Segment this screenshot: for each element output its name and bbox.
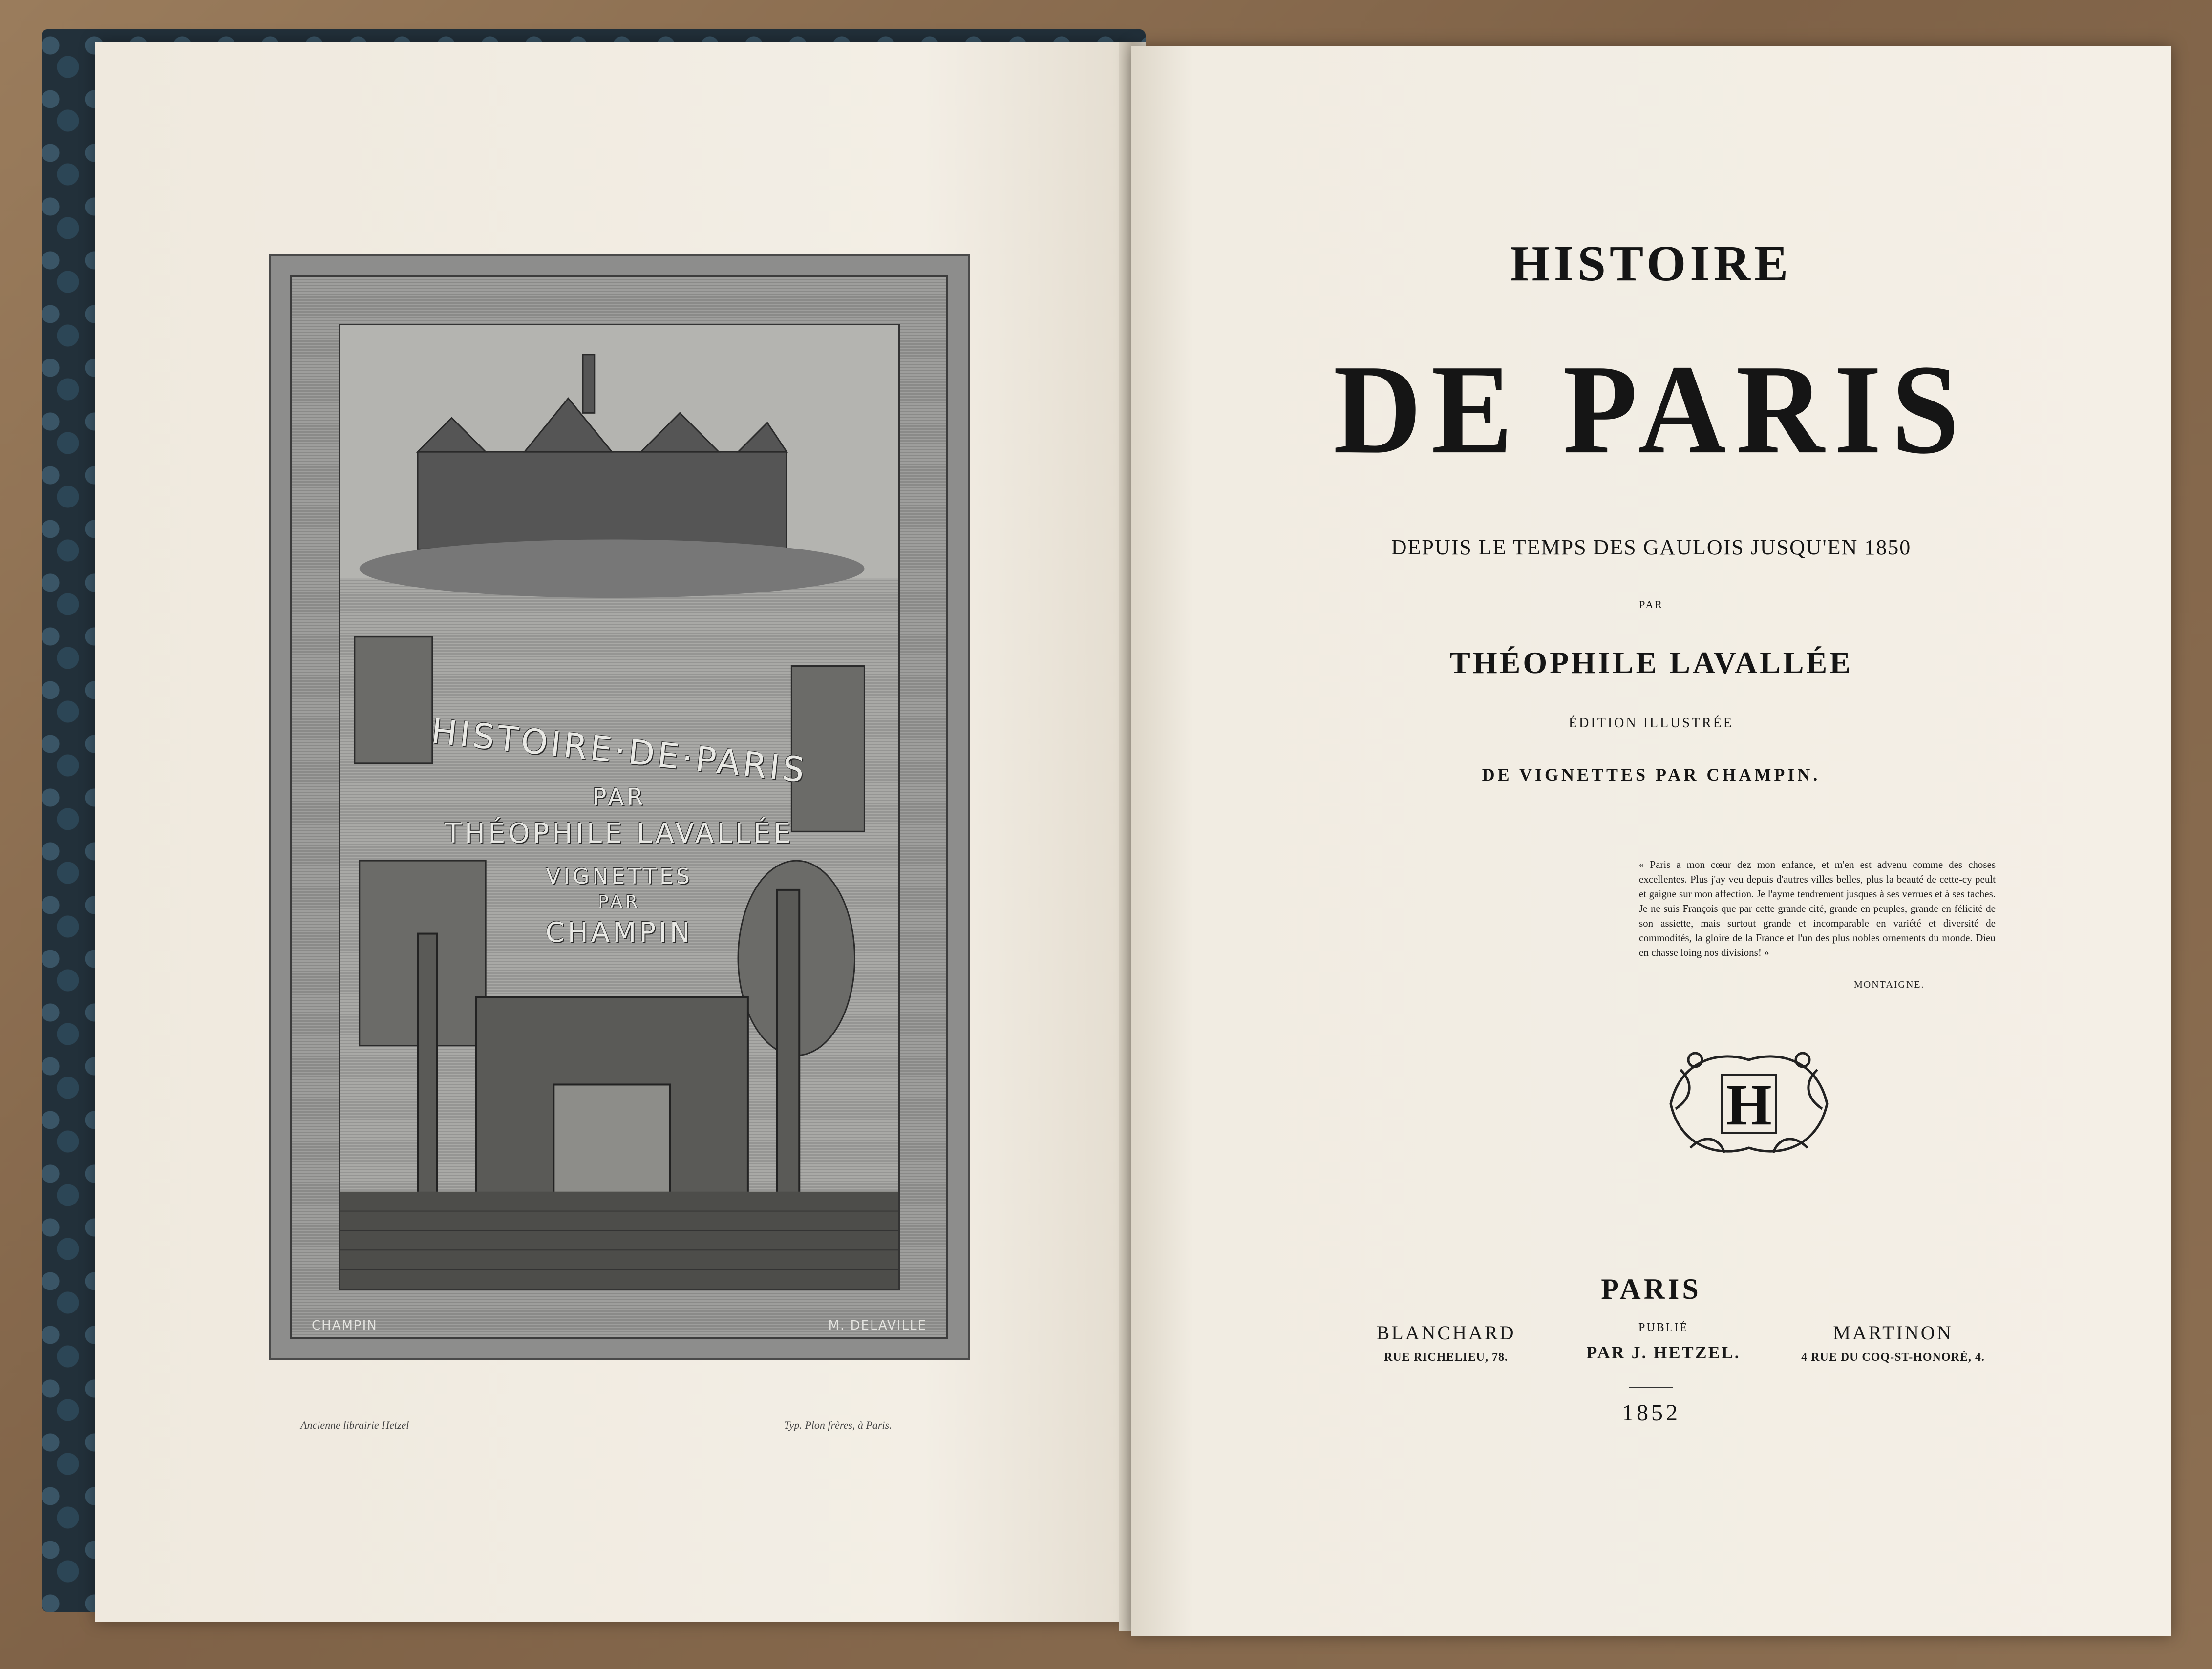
signature-champin: CHAMPIN xyxy=(312,1318,378,1333)
publisher-right-name: MARTINON xyxy=(1833,1322,1953,1344)
publisher-right-address: 4 RUE DU COQ-ST-HONORÉ, 4. xyxy=(1801,1351,1985,1364)
publisher-hetzel xyxy=(1561,1321,1766,1363)
divider-rule xyxy=(1629,1387,1673,1388)
engraved-illustrator: CHAMPIN xyxy=(545,917,693,949)
caption-printer: Typ. Plon frères, à Paris. xyxy=(784,1419,892,1431)
svg-text:H: H xyxy=(1726,1072,1772,1137)
caption-publisher: Ancienne librairie Hetzel xyxy=(300,1419,409,1431)
epigraph-quote: « Paris a mon cœur dez mon enfance, et m'en est advenu comme des choses excellentes. Plus j'ay veu depuis d'autres villes belles, plus la beauté de cette-cy peult et gaigne sur mon affection. Je l'ayme tendrement jusques à ses verrues et à ses taches. Je ne suis François que par cette grande cité, grande en peuples, grande en félicité de son assiette, mais surtout grande et incomparable en variété et diversité de commodités, la gloire de la France et l'un des plus nobles ornements du monde. Dieu en chasse loing nos divisions! » xyxy=(1639,859,1996,958)
engraving-frame xyxy=(290,275,948,1339)
engraved-title: HISTOIRE·DE·PARIS xyxy=(429,711,809,791)
publication-year: 1852 xyxy=(1622,1400,1680,1426)
publisher-mid-name: PAR J. HETZEL. xyxy=(1586,1343,1741,1362)
hetzel-monogram-icon xyxy=(1661,1040,1837,1167)
engraved-par-2: PAR xyxy=(597,892,641,912)
publisher-blanchard xyxy=(1343,1321,1549,1364)
author-name: THÉOPHILE LAVALLÉE xyxy=(1449,645,1853,680)
by-label: PAR xyxy=(1639,598,1663,611)
subtitle: DEPUIS LE TEMPS DES GAULOIS JUSQU'EN 1850 xyxy=(1391,535,1912,559)
epigraph-author: MONTAIGNE. xyxy=(1854,979,1925,990)
engraved-par: PAR xyxy=(592,783,646,811)
publisher-left-address: RUE RICHELIEU, 78. xyxy=(1383,1351,1509,1364)
signature-delaville: M. DELAVILLE xyxy=(828,1318,927,1333)
illustrator-credit: DE VIGNETTES PAR CHAMPIN. xyxy=(1482,765,1821,784)
publisher-martinon xyxy=(1776,1321,2010,1364)
publisher-left-name: BLANCHARD xyxy=(1376,1322,1516,1344)
engraved-author: THÉOPHILE LAVALLÉE xyxy=(445,818,794,849)
published-label: PUBLIÉ xyxy=(1638,1321,1688,1334)
frontispiece-page xyxy=(95,42,1131,1622)
title-de-paris: DE PARIS xyxy=(1333,338,1969,481)
imprint-city: PARIS xyxy=(1601,1273,1702,1305)
engraving-plate xyxy=(269,254,970,1360)
title-histoire: HISTOIRE xyxy=(1510,235,1792,292)
engraved-title-block xyxy=(340,711,898,949)
engraved-vignettes: VIGNETTES xyxy=(546,864,693,889)
engraving-image xyxy=(339,324,900,1290)
title-page xyxy=(1131,46,2171,1636)
edition-label: ÉDITION ILLUSTRÉE xyxy=(1569,716,1734,731)
